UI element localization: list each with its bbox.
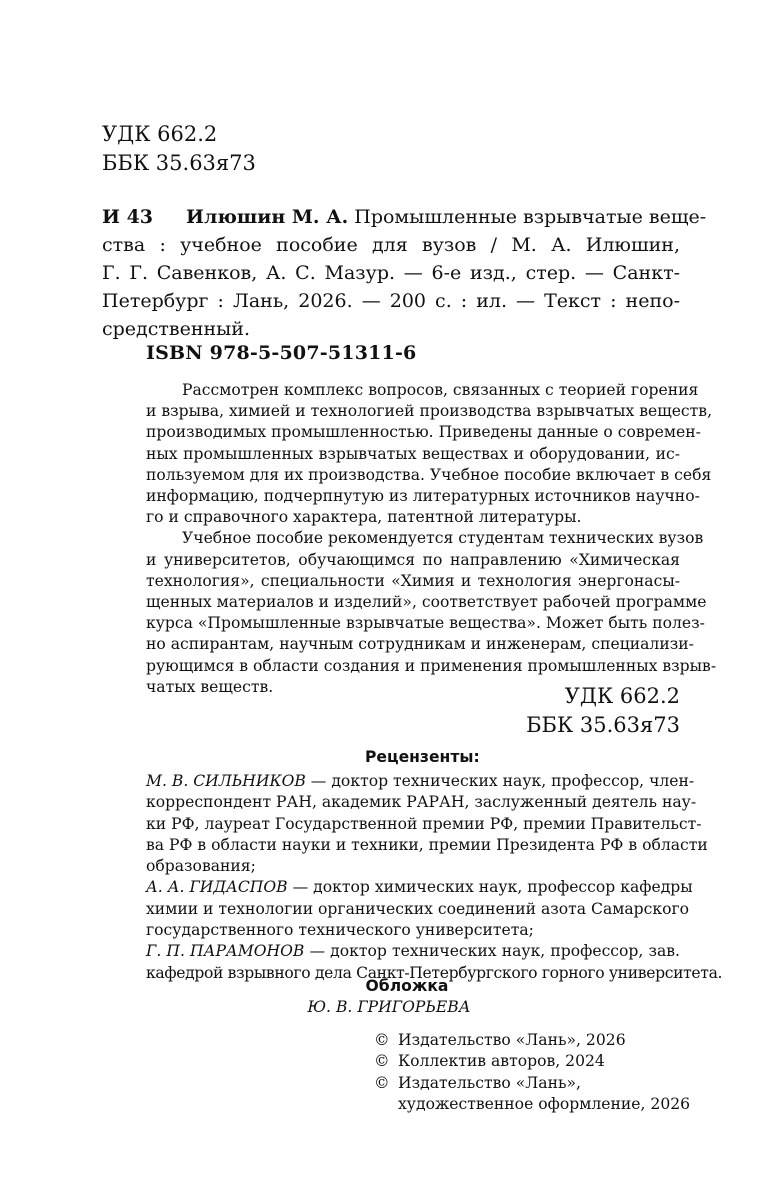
abstract: [146, 380, 717, 698]
reviewers-list: [146, 771, 723, 984]
cover-credit-heading: Обложка: [365, 977, 449, 995]
reviewer-2: А. А. ГИДАСПОВ — доктор химических наук, профессор кафедры химии и технологии органических соединений азота Самарского государственного технического университета;: [146, 878, 693, 940]
biblio-line: Петербург : Лань, 2026. — 200 с. : ил. — Текст : непо-: [102, 290, 680, 312]
abstract-line: рующимся в области создания и применения промышленных взрыв-: [146, 656, 717, 675]
biblio-line: средственный.: [102, 318, 250, 340]
reviewer-name: М. В. СИЛЬНИКОВ: [146, 772, 306, 790]
abstract-line: курса «Промышленные взрывчатые вещества». Может быть полез-: [146, 614, 705, 633]
biblio-line: ства : учебное пособие для вузов / М. А. Илюшин,: [102, 234, 680, 256]
reviewer-1: М. В. СИЛЬНИКОВ — доктор технических наук, профессор, член- корреспондент РАН, академик РАРАН, заслуженный деятель нау- ки РФ, лауреат Государственной премии РФ, премии Правительст- ва РФ в области науки и техники, премии Президента РФ в области образования;: [146, 772, 708, 876]
biblio-line: Илюшин М. А. Промышленные взрывчатые веще-: [186, 206, 707, 228]
abstract-line: но аспирантам, научным сотрудникам и инженерам, специализи-: [146, 635, 694, 654]
abstract-line: производимых промышленностью. Приведены данные о современ-: [146, 423, 701, 442]
biblio-line: Г. Г. Савенков, А. С. Мазур. — 6-е изд., стер. — Санкт-: [102, 262, 680, 284]
copyright-line: © Коллектив авторов, 2024: [374, 1051, 690, 1072]
classification-codes-top: [102, 120, 256, 178]
reviewers-heading: Рецензенты:: [365, 748, 480, 766]
reviewer-name: А. А. ГИДАСПОВ: [146, 878, 288, 897]
abstract-line: чатых веществ.: [146, 677, 274, 696]
reviewer-3: Г. П. ПАРАМОНОВ — доктор технических наук, профессор, зав. кафедрой взрывного дела Санкт-Петербургского горного университета.: [146, 942, 723, 982]
isbn: ISBN 978-5-507-51311-6: [146, 342, 417, 364]
abstract-line: и взрыва, химией и технологией производства взрывчатых веществ,: [146, 402, 713, 421]
abstract-paragraph-1: [146, 380, 713, 528]
abstract-line: го и справочного характера, патентной литературы.: [146, 508, 582, 527]
author-name: Илюшин М. А.: [186, 206, 349, 228]
reviewer-name: Г. П. ПАРАМОНОВ: [146, 942, 305, 961]
cover-designer-name: Ю. В. ГРИГОРЬЕВА: [307, 998, 471, 1016]
copyright-line: © Издательство «Лань», 2026: [374, 1030, 690, 1051]
copyright-line: © Издательство «Лань»,: [374, 1073, 690, 1094]
bibliographic-record: [102, 203, 707, 343]
classification-codes-right: [526, 682, 680, 740]
copyright-block: [374, 1030, 690, 1115]
copyright-icon: ©: [374, 1031, 390, 1049]
copyright-icon: ©: [374, 1073, 390, 1092]
udk-code: УДК 662.2: [564, 684, 680, 708]
bbk-code: ББК 35.63я73: [526, 713, 680, 737]
abstract-line: щенных материалов и изделий», соответствует рабочей программе: [146, 593, 707, 612]
udk-code: УДК 662.2: [102, 122, 218, 146]
abstract-line: ных промышленных взрывчатых веществах и оборудовании, ис-: [146, 444, 680, 463]
copyright-line: художественное оформление, 2026: [398, 1094, 691, 1113]
bbk-code: ББК 35.63я73: [102, 151, 256, 175]
copyright-icon: ©: [374, 1052, 390, 1071]
abstract-paragraph-2: [146, 528, 717, 698]
author-mark: И 43: [102, 206, 154, 228]
abstract-line: информацию, подчерпнутую из литературных источников научно-: [146, 487, 700, 506]
abstract-line: Учебное пособие рекомендуется студентам технических вузов: [182, 529, 704, 548]
abstract-line: и университетов, обучающимся по направлению «Химическая: [146, 550, 680, 569]
abstract-line: пользуемом для их производства. Учебное пособие включает в себя: [146, 465, 712, 484]
abstract-line: технология», специальности «Химия и технология энергонасы-: [146, 571, 680, 590]
abstract-line: Рассмотрен комплекс вопросов, связанных с теорией горения: [182, 381, 699, 399]
